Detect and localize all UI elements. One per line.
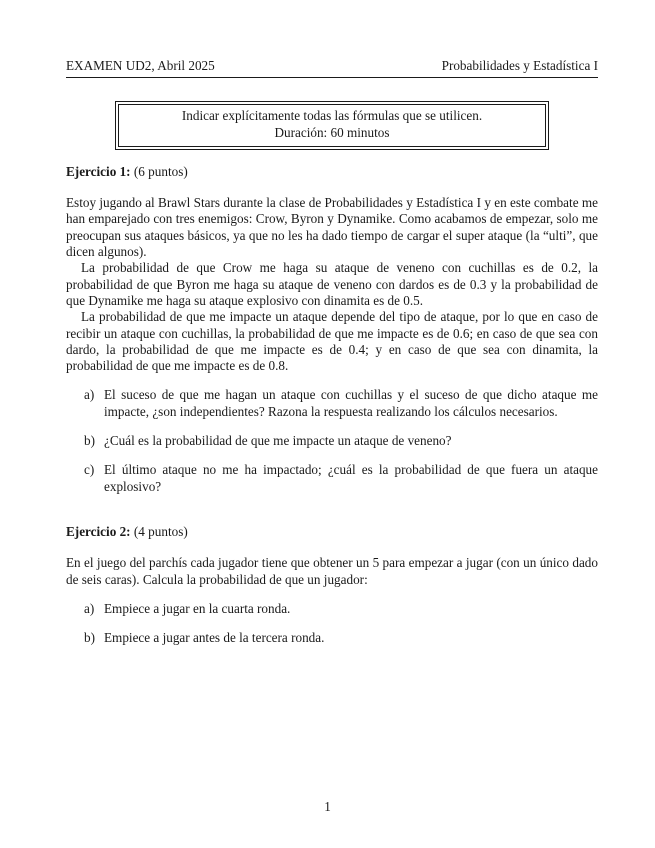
exercise1-points: (6 puntos) xyxy=(133,163,188,179)
list-item-text: ¿Cuál es la probabilidad de que me impacte un ataque de veneno? xyxy=(104,433,452,449)
list-item xyxy=(66,601,598,617)
exercise1-heading xyxy=(66,164,598,180)
list-item xyxy=(66,387,598,420)
list-item-text: El último ataque no me ha impactado; ¿cuál es la probabilidad de que fuera un ataque explosivo? xyxy=(104,462,598,494)
notice-line-2: Duración: 60 minutos xyxy=(274,124,390,140)
exercise1-title: Ejercicio 1: xyxy=(66,163,131,179)
page-content xyxy=(66,58,598,646)
list-item-text: Empiece a jugar en la cuarta ronda. xyxy=(104,600,291,616)
notice-box-inner xyxy=(118,104,546,147)
exercise1-paragraph-1: Estoy jugando al Brawl Stars durante la clase de Probabilidades y Estadística I y en este combate me han emparejado con tres enemigos: Crow, Byron y Dynamike. Como acabamos de empezar, solo me preocupan sus ataques básicos, ya que no les ha dado tiempo de cargar el super ataque (la “ulti”, que dicen algunos). xyxy=(66,195,598,260)
list-item xyxy=(66,462,598,495)
exercise1-paragraph-3: La probabilidad de que me impacte un ataque depende del tipo de ataque, por lo que en caso de recibir un ataque con cuchillas, la probabilidad de que me impacte es de 0.6; en caso de que sea con dardo, la probabilidad de que me impacte es de 0.4; y en caso de que sea con dinamita, la probabilidad de que me impacte es de 0.8. xyxy=(66,309,598,374)
list-item xyxy=(66,433,598,449)
exercise2-body xyxy=(66,555,598,588)
header-course-title: Probabilidades y Estadística I xyxy=(441,58,598,73)
notice-box xyxy=(115,101,549,150)
notice-line-1: Indicar explícitamente todas las fórmulas que se utilicen. xyxy=(181,108,483,124)
list-item-label: a) xyxy=(84,600,95,616)
exercise2-heading xyxy=(66,524,598,540)
list-item-text: El suceso de que me hagan un ataque con cuchillas y el suceso de que dicho ataque me impacte, ¿son independientes? Razona la respuesta realizando los cálculos necesarios. xyxy=(104,387,598,419)
exercise2-title: Ejercicio 2: xyxy=(66,523,131,539)
list-item-label: c) xyxy=(84,462,95,478)
page-header xyxy=(66,58,598,78)
list-item xyxy=(66,630,598,646)
exercise2-paragraph-1: En el juego del parchís cada jugador tiene que obtener un 5 para empezar a jugar (con un único dado de seis caras). Calcula la probabilidad de que un jugador: xyxy=(66,555,598,587)
exercise1-item-list xyxy=(66,387,598,494)
exercise1-paragraph-2: La probabilidad de que Crow me haga su ataque de veneno con cuchillas es de 0.2, la probabilidad de que Byron me haga su ataque de veneno con dardos es de 0.3 y la probabilidad de que Dynamike me haga su ataque explosivo con dinamita es de 0.5. xyxy=(66,260,598,308)
exercise2-item-list xyxy=(66,601,598,647)
list-item-text: Empiece a jugar antes de la tercera ronda. xyxy=(104,630,325,646)
list-item-label: a) xyxy=(84,387,95,403)
exercise2-points: (4 puntos) xyxy=(133,523,188,539)
list-item-label: b) xyxy=(84,433,95,449)
list-item-label: b) xyxy=(84,630,95,646)
exercise1-body xyxy=(66,195,598,374)
header-exam-title: EXAMEN UD2, Abril 2025 xyxy=(66,58,215,73)
page-number: 1 xyxy=(324,799,331,814)
